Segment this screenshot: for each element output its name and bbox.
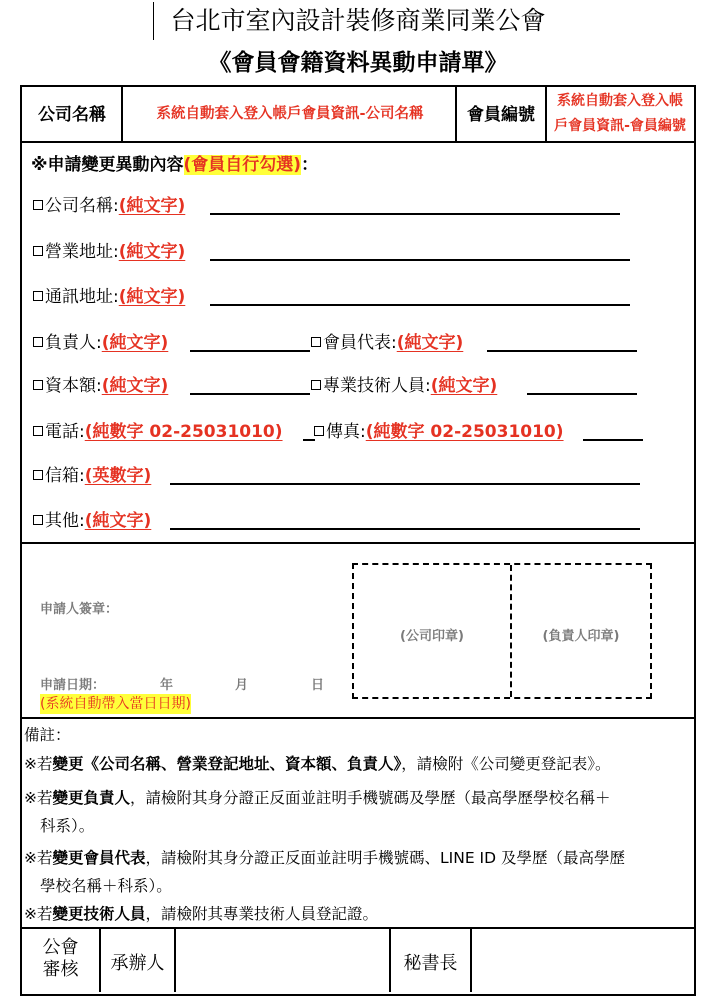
field-capital[interactable] bbox=[33, 374, 168, 398]
field-label: 負責人: bbox=[45, 333, 102, 353]
field-label: 公司名稱: bbox=[45, 196, 119, 216]
org-title: 台北市室內設計裝修商業同業公會 bbox=[170, 6, 546, 35]
form-title: 《會員會籍資料異動申請單》 bbox=[208, 50, 508, 76]
auto-date-note: (系統自動帶入當日日期) bbox=[40, 696, 191, 712]
field-member-representative[interactable] bbox=[311, 331, 463, 355]
divider bbox=[20, 927, 696, 929]
field-hint: (純文字) bbox=[118, 196, 186, 216]
divider bbox=[20, 717, 696, 719]
field-hint: (英數字) bbox=[84, 466, 152, 486]
field-label: 其他: bbox=[45, 511, 85, 531]
field-hint: (純數字 02-25031010) bbox=[84, 422, 283, 442]
checkbox-icon[interactable] bbox=[33, 337, 43, 347]
checkbox-icon[interactable] bbox=[33, 470, 43, 480]
field-label: 傳真: bbox=[326, 422, 366, 442]
checkbox-icon[interactable] bbox=[311, 337, 321, 347]
field-label: 信箱: bbox=[45, 466, 85, 486]
field-underline bbox=[487, 350, 637, 352]
field-underline bbox=[527, 393, 637, 395]
field-hint: (純文字) bbox=[84, 511, 152, 531]
field-owner[interactable] bbox=[33, 331, 168, 355]
field-technical-staff[interactable] bbox=[311, 374, 497, 398]
divider bbox=[545, 85, 547, 142]
member-number-value-line2: 戶會員資訊-會員編號 bbox=[554, 118, 686, 134]
field-underline bbox=[170, 528, 640, 530]
note-item: ※若變更負責人，請檢附其身分證正反面並註明手機號碼及學歷（最高學歷學校名稱＋ bbox=[24, 789, 611, 807]
checkbox-icon[interactable] bbox=[33, 426, 43, 436]
field-fax[interactable] bbox=[314, 420, 564, 444]
field-label: 會員代表: bbox=[323, 333, 397, 353]
field-label: 電話: bbox=[45, 422, 85, 442]
divider bbox=[174, 928, 176, 992]
field-hint: (純文字) bbox=[118, 242, 186, 262]
field-phone[interactable] bbox=[33, 420, 283, 444]
field-label: 通訊地址: bbox=[45, 287, 119, 307]
divider bbox=[470, 928, 472, 992]
field-underline bbox=[210, 259, 630, 261]
date-day-label: 日 bbox=[311, 678, 325, 693]
checkbox-icon[interactable] bbox=[311, 380, 321, 390]
checkbox-icon[interactable] bbox=[33, 200, 43, 210]
note-item: ※若變更《公司名稱、營業登記地址、資本額、負責人》，請檢附《公司變更登記表》。 bbox=[24, 755, 611, 773]
change-section-heading bbox=[31, 150, 318, 175]
field-label: 營業地址: bbox=[45, 242, 119, 262]
checkbox-icon[interactable] bbox=[33, 380, 43, 390]
field-hint: (純文字) bbox=[430, 376, 498, 396]
note-item-continued: 學校名稱＋科系）。 bbox=[40, 877, 172, 895]
date-year-label: 年 bbox=[160, 678, 174, 693]
divider bbox=[20, 542, 696, 544]
secretary-general-label: 秘書長 bbox=[403, 953, 458, 974]
checkbox-icon[interactable] bbox=[33, 291, 43, 301]
note-item: ※若變更技術人員，請檢附其專業技術人員登記證。 bbox=[24, 905, 379, 923]
checkbox-icon[interactable] bbox=[33, 515, 43, 525]
handler-label: 承辦人 bbox=[110, 953, 165, 974]
association-review-label: 公會 審核 bbox=[42, 937, 79, 980]
applicant-signature-label: 申請人簽章： bbox=[40, 602, 119, 617]
field-underline bbox=[170, 483, 640, 485]
field-underline bbox=[210, 213, 620, 215]
field-underline bbox=[190, 393, 310, 395]
heading-highlight: (會員自行勾選) bbox=[183, 155, 302, 175]
field-label: 專業技術人員: bbox=[323, 376, 431, 396]
member-number-label: 會員編號 bbox=[467, 105, 535, 125]
application-date-label: 申請日期： bbox=[40, 678, 106, 693]
field-other[interactable] bbox=[33, 509, 151, 533]
field-hint: (純文字) bbox=[396, 333, 464, 353]
field-hint: (純文字) bbox=[118, 287, 186, 307]
field-underline bbox=[210, 304, 630, 306]
notes-title: 備註： bbox=[24, 726, 71, 744]
heading-suffix: ： bbox=[301, 155, 319, 175]
field-email[interactable] bbox=[33, 464, 151, 488]
field-business-address[interactable] bbox=[33, 240, 185, 264]
checkbox-icon[interactable] bbox=[314, 426, 324, 436]
field-underline bbox=[583, 439, 643, 441]
date-month-label: 月 bbox=[235, 678, 249, 693]
field-label: 資本額: bbox=[45, 376, 102, 396]
checkbox-icon[interactable] bbox=[33, 246, 43, 256]
company-name-label: 公司名稱 bbox=[38, 105, 106, 125]
field-underline bbox=[190, 350, 310, 352]
field-hint: (純數字 02-25031010) bbox=[365, 422, 564, 442]
owner-seal-label: (負責人印章) bbox=[542, 629, 620, 644]
field-hint: (純文字) bbox=[101, 376, 169, 396]
field-hint: (純文字) bbox=[101, 333, 169, 353]
field-company-name[interactable] bbox=[33, 194, 185, 218]
field-mailing-address[interactable] bbox=[33, 285, 185, 309]
note-item-continued: 科系）。 bbox=[40, 817, 95, 835]
note-item: ※若變更會員代表，請檢附其身分證正反面並註明手機號碼、LINE ID 及學歷（最高學歷 bbox=[24, 849, 625, 867]
company-seal-label: (公司印章) bbox=[400, 629, 464, 644]
member-number-value-line1: 系統自動套入登入帳 bbox=[557, 93, 683, 109]
company-name-value: 系統自動套入登入帳戶會員資訊-公司名稱 bbox=[156, 106, 424, 122]
heading-prefix: ※申請變更異動內容 bbox=[31, 155, 184, 175]
